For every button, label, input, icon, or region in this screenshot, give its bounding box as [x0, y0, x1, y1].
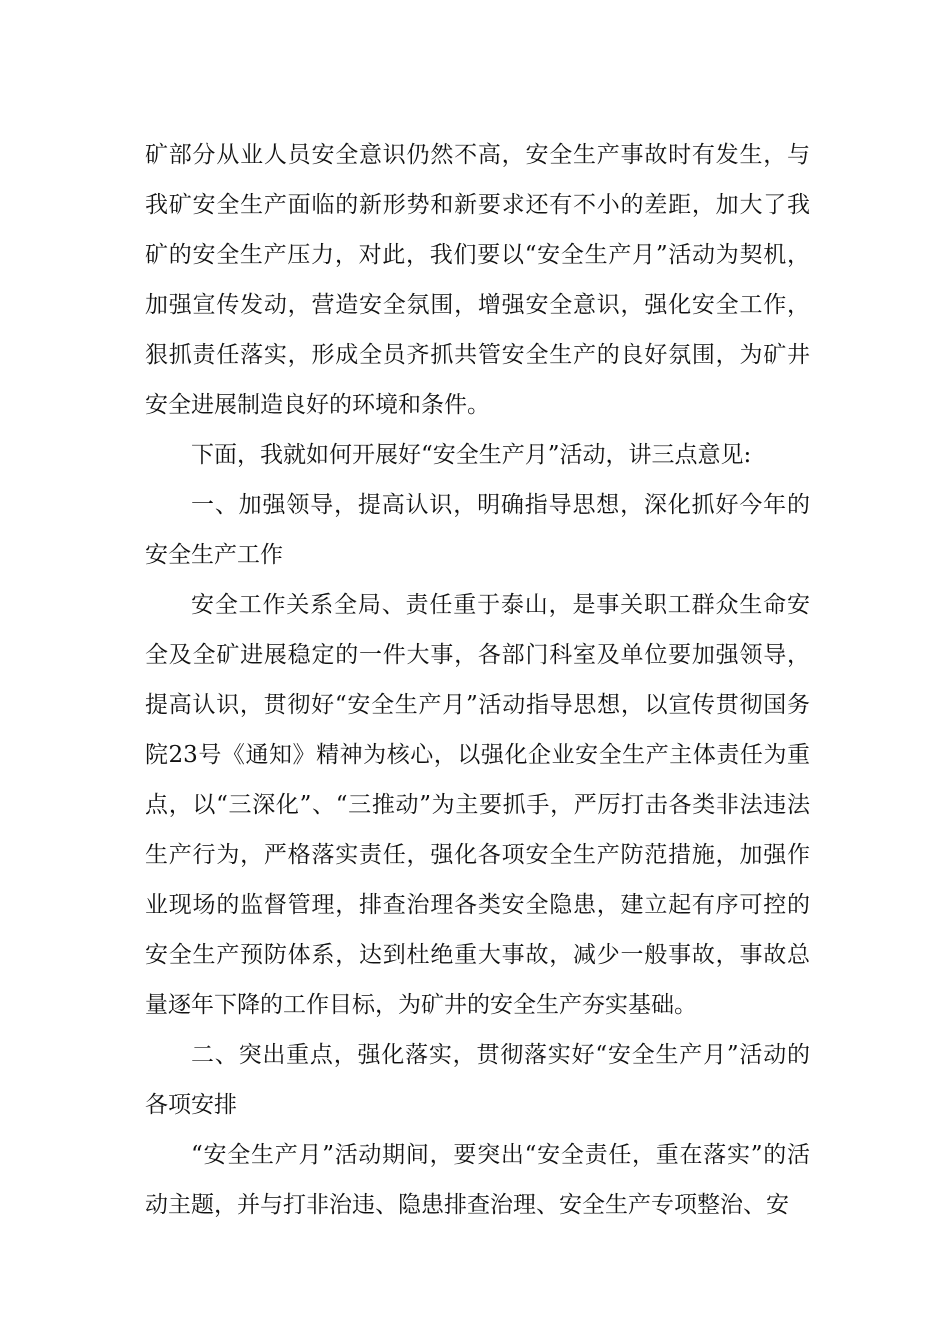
section-heading-2: 二、突出重点，强化落实，贯彻落实好“安全生产月”活动的各项安排: [145, 1042, 810, 1118]
document-body: [145, 130, 810, 1230]
paragraph-1: 矿部分从业人员安全意识仍然不高，安全生产事故时有发生，与我矿安全生产面临的新形势和新要求还有不小的差距，加大了我矿的安全生产压力，对此，我们要以“安全生产月”活动为契机，加强宣传发动，营造安全氛围，增强安全意识，强化安全工作，狠抓责任落实，形成全员齐抓共管安全生产的良好氛围，为矿井安全进展制造良好的环境和条件。: [145, 142, 810, 418]
section-heading-1: 一、加强领导，提高认识，明确指导思想，深化抓好今年的安全生产工作: [145, 492, 810, 568]
paragraph-2: 下面，我就如何开展好“安全生产月”活动，讲三点意见:: [191, 442, 752, 468]
paragraph-4: “安全生产月”活动期间，要突出“安全责任，重在落实”的活动主题，并与打非治违、隐患排查治理、安全生产专项整治、安: [145, 1142, 810, 1218]
paragraph-3: 安全工作关系全局、责任重于泰山，是事关职工群众生命安全及全矿进展稳定的一件大事，各部门科室及单位要加强领导，提高认识，贯彻好“安全生产月”活动指导思想，以宣传贯彻国务院23号《通知》精神为核心，以强化企业安全生产主体责任为重点，以“三深化”、“三推动”为主要抓手，严厉打击各类非法违法生产行为，严格落实责任，强化各项安全生产防范措施，加强作业现场的监督管理，排查治理各类安全隐患，建立起有序可控的安全生产预防体系，达到杜绝重大事故，减少一般事故，事故总量逐年下降的工作目标，为矿井的安全生产夯实基础。: [145, 592, 810, 1018]
